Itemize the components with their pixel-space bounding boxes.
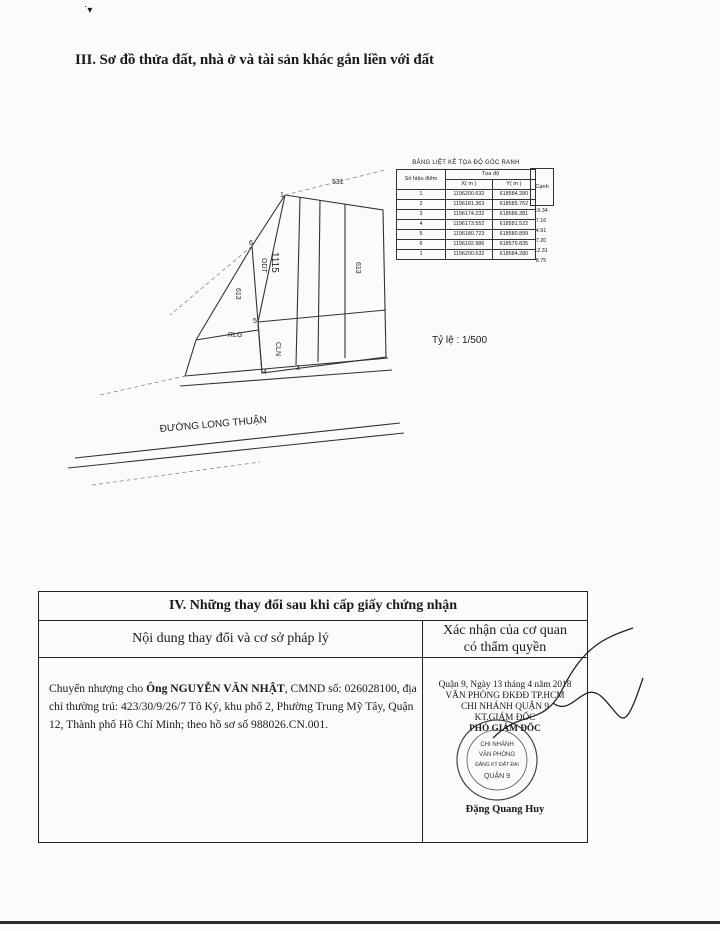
coordinate-cell-pt: 4: [397, 220, 446, 230]
coordinate-row: [397, 220, 536, 230]
section-4-table: [38, 591, 588, 843]
point-6-label: 6: [249, 240, 253, 247]
stamp-title-line2: PHÓ GIÁM ĐỐC: [469, 724, 541, 734]
seal-text-4: QUẬN 9: [483, 773, 511, 780]
cln-label: CLN: [274, 342, 281, 357]
coordinate-row: [397, 240, 536, 250]
signature: [483, 618, 663, 778]
edge-length: 19.34: [534, 208, 548, 214]
authority-confirmation: [423, 658, 587, 842]
point-1-label: 1: [280, 192, 284, 199]
seal-text-3: ĐĂNG KÝ ĐẤT ĐAI: [475, 762, 519, 768]
coordinate-cell-y: 618584.280: [492, 250, 535, 260]
stamp-office-line1: VĂN PHÒNG ĐKĐĐ TP.HCM: [445, 691, 565, 701]
edge-length: 8.75: [535, 258, 547, 264]
coordinate-table-block: [396, 160, 536, 260]
coordinate-cell-x: 1196174.232: [445, 210, 492, 220]
change-entry-prefix: Chuyển nhượng cho: [49, 682, 147, 695]
edge-length-column: [530, 206, 552, 266]
coordinate-cell-y: 618586.381: [492, 210, 535, 220]
stamp-date: Quận 9, Ngày 13 tháng 4 năm 2018: [438, 680, 572, 690]
coordinate-row: [397, 230, 536, 240]
coordinate-cell-x: 1196200.632: [445, 250, 492, 260]
column-header-content: Nội dung thay đổi và cơ sở pháp lý: [132, 631, 329, 646]
road-name: ĐƯỜNG LONG THUẬN: [159, 414, 268, 435]
coordinate-cell-x: 1196192.986: [445, 240, 492, 250]
coordinate-cell-y: 618584.280: [492, 190, 535, 200]
parcel-code: ODT: [260, 258, 267, 273]
coordinate-cell-y: 618585.762: [492, 200, 535, 210]
scan-bottom-edge: [0, 921, 720, 924]
transferee-name: Ông NGUYỄN VĂN NHẬT: [146, 682, 285, 695]
edge-length: 4.91: [535, 228, 547, 234]
coordinate-cell-x: 1196200.632: [445, 190, 492, 200]
neighbor-top-label: 531: [332, 179, 344, 186]
coordinate-table-title: BẢNG LIỆT KÊ TỌA ĐỘ GÓC RANH: [412, 160, 520, 166]
change-entry: [49, 680, 419, 734]
header-coord: Tọa độ: [445, 170, 535, 180]
section-4-title: IV. Những thay đổi sau khi cấp giấy chứng nhận: [39, 592, 587, 621]
parcel-number: 1115: [269, 252, 280, 273]
change-entry-details: , CMND số: 026028100, địa chỉ thường trú: 423/30/9/26/7 Tô Ký, khu phố 2, Phường Trung Mỹ Tây, Quận 12, Thành phố Hồ Chí Minh; theo hồ sơ số 988026.CN.001.: [49, 682, 417, 731]
coordinate-cell-pt: 6: [397, 240, 446, 250]
header-point: Số hiệu điểm: [397, 170, 446, 190]
column-header-confirm-line2: có thẩm quyền: [463, 640, 547, 655]
coordinate-row: [397, 250, 536, 260]
column-header-confirm-line1: Xác nhận của cơ quan: [442, 623, 567, 638]
edge-length: 7.20: [535, 238, 547, 244]
coordinate-row: [397, 190, 536, 200]
signer-name: Đặng Quang Huy: [465, 804, 545, 815]
neighbor-left-label: 613: [234, 288, 241, 300]
coordinate-cell-pt: 3: [397, 210, 446, 220]
point-4-label: 4: [263, 369, 267, 376]
coordinate-cell-y: 618579.835: [492, 240, 535, 250]
coordinate-cell-y: 618581.522: [492, 220, 535, 230]
edge-length: 12.31: [534, 248, 548, 254]
coordinate-table: [396, 169, 536, 260]
coordinate-cell-pt: 2: [397, 200, 446, 210]
coordinate-cell-x: 1196173.552: [445, 220, 492, 230]
coordinate-row: [397, 200, 536, 210]
scan-specks: ˙▾: [84, 5, 93, 16]
coordinate-cell-pt: 1: [397, 190, 446, 200]
header-y: Y( m ): [492, 180, 535, 190]
section-3-title: III. Sơ đồ thửa đất, nhà ở và tài sản khác gắn liền với đất: [75, 52, 434, 68]
coordinate-cell-x: 1196181.363: [445, 200, 492, 210]
neighbor-right-label: 613: [354, 262, 361, 274]
scale-label: Tỷ lệ : 1/500: [432, 335, 488, 346]
coordinate-cell-pt: 1: [397, 250, 446, 260]
coordinate-cell-y: 618580.899: [492, 230, 535, 240]
header-edge: Cạnh: [530, 168, 554, 206]
seal-text-1: CHI NHÁNH: [480, 742, 514, 748]
point-5-label: 5: [253, 318, 257, 325]
header-x: X( m ): [445, 180, 492, 190]
stamp-office-line2: CHI NHÁNH QUẬN 9: [460, 702, 550, 712]
point-3-label: 3: [296, 365, 300, 372]
rlg-label: RLG: [228, 332, 243, 339]
coordinate-cell-pt: 5: [397, 230, 446, 240]
edge-length: 7.16: [535, 218, 547, 224]
coordinate-row: [397, 210, 536, 220]
coordinate-cell-x: 1196180.723: [445, 230, 492, 240]
seal-text-2: VĂN PHÒNG: [478, 752, 516, 758]
stamp-title-line1: KT.GIÁM ĐỐC: [474, 713, 536, 723]
